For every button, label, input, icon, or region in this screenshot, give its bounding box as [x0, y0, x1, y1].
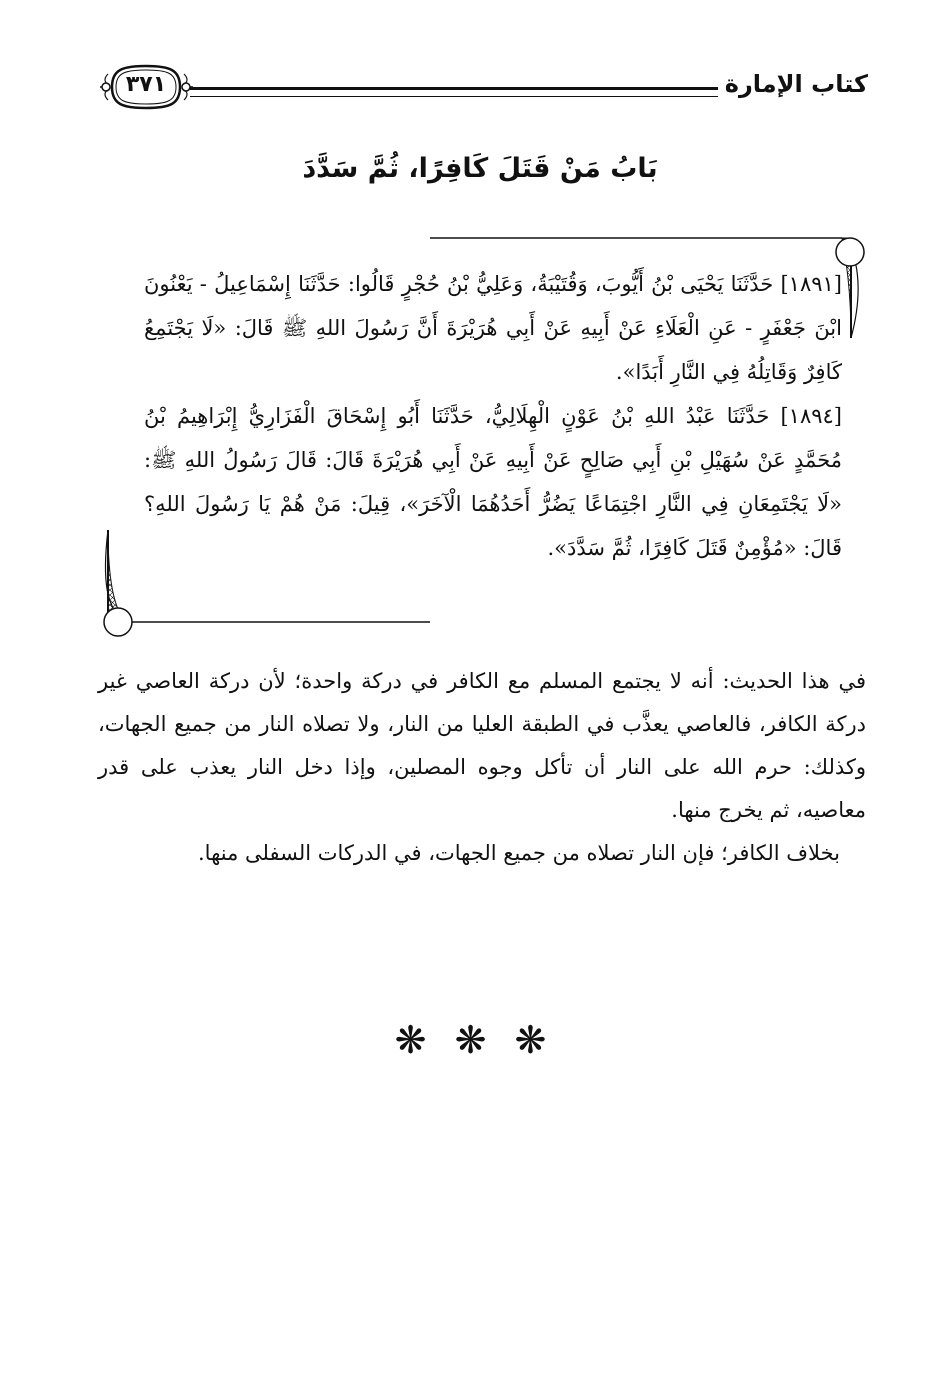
page-header: [98, 58, 868, 118]
hadith-1891: [١٨٩١] حَدَّثَنَا يَحْيَى بْنُ أَيُّوبَ، وَقُتَيْبَةُ، وَعَلِيُّ بْنُ حُجْرٍ قَالُوا: حَدَّثَنَا إِسْمَاعِيلُ - يَعْنُونَ ابْنَ جَعْفَرٍ - عَنِ الْعَلَاءِ عَنْ أَبِيهِ عَنْ أَبِي هُرَيْرَةَ أَنَّ رَسُولَ اللهِ ﷺ قَالَ: «لَا يَجْتَمِعُ كَافِرٌ وَقَاتِلُهُ فِي النَّارِ أَبَدًا».: [144, 272, 842, 384]
hadith-1894: [١٨٩٤] حَدَّثَنَا عَبْدُ اللهِ بْنُ عَوْنٍ الْهِلَالِيُّ، حَدَّثَنَا أَبُو إِسْحَاقَ الْفَزَارِيُّ إِبْرَاهِيمُ بْنُ مُحَمَّدٍ عَنْ سُهَيْلِ بْنِ أَبِي صَالِحٍ عَنْ أَبِيهِ عَنْ أَبِي هُرَيْرَةَ قَالَ: قَالَ رَسُولُ اللهِ ﷺ: «لَا يَجْتَمِعَانِ فِي النَّارِ اجْتِمَاعًا يَضُرُّ أَحَدُهُمَا الْآخَرَ»، قِيلَ: مَنْ هُمْ يَا رَسُولَ اللهِ؟ قَالَ: «مُؤْمِنٌ قَتَلَ كَافِرًا، ثُمَّ سَدَّدَ».: [144, 404, 842, 560]
section-end-ornament: ❋ ❋ ❋: [394, 1018, 555, 1062]
hadith-frame: [100, 230, 868, 642]
page-number-badge: [98, 60, 194, 114]
commentary-paragraph: بخلاف الكافر؛ فإن النار تصلاه من جميع الجهات، في الدركات السفلى منها.: [198, 841, 840, 865]
commentary-paragraph: في هذا الحديث: أنه لا يجتمع المسلم مع الكافر في دركة واحدة؛ لأن دركة العاصي غير دركة الكافر، فالعاصي يعذَّب في الطبقة العليا من النار، ولا تصلاه النار من جميع الجهات، وكذلك: حرم الله على النار أن تأكل وجوه المصلين، وإذا دخل النار يعذب على قدر معاصيه، ثم يخرج منها.: [98, 669, 866, 822]
hadith-text: [144, 262, 842, 570]
book-title: كتاب الإمارة: [724, 70, 868, 98]
header-rule: [190, 87, 718, 97]
page-number: ٣٧١: [125, 72, 167, 97]
chapter-heading: بَابُ مَنْ قَتَلَ كَافِرًا، ثُمَّ سَدَّدَ: [302, 153, 658, 184]
commentary: [98, 660, 866, 875]
